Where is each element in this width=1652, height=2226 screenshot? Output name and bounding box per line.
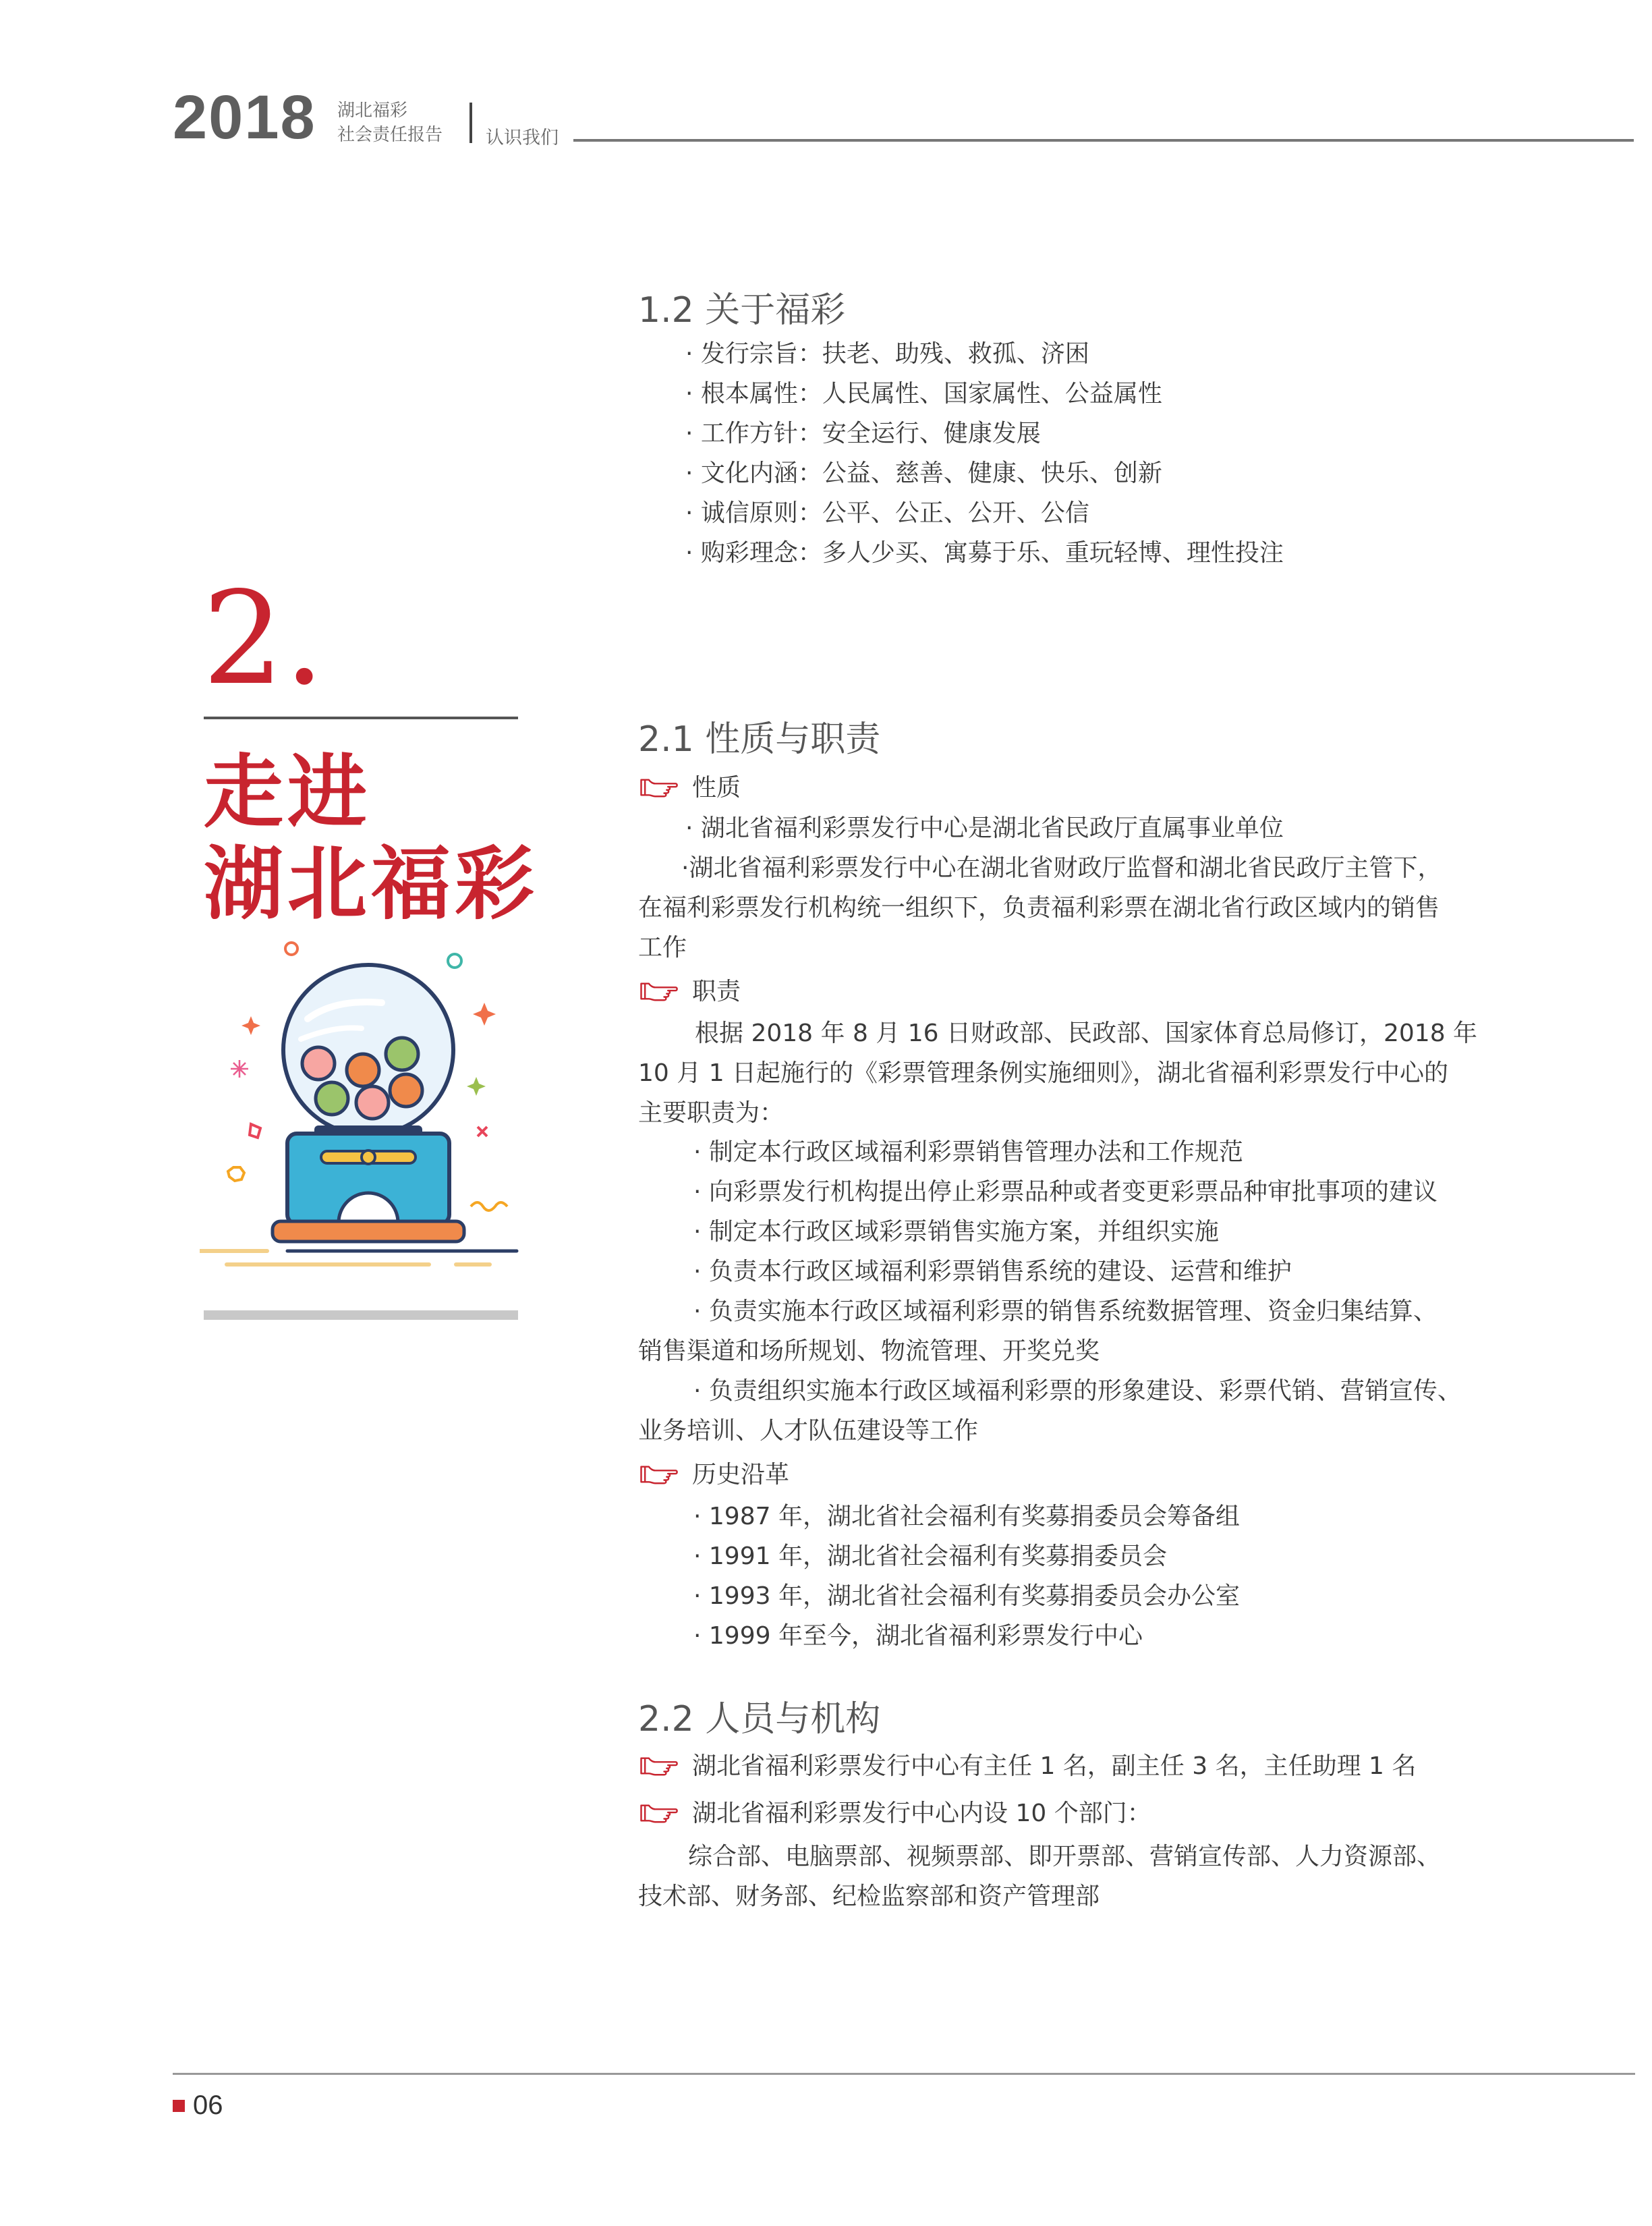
list-item: · 1987 年，湖北省社会福利有奖募捐委员会筹备组 <box>693 1503 1240 1530</box>
nature-label: 性质 <box>692 774 741 802</box>
chapter-rule <box>204 717 518 719</box>
section-2-2-title: 2.2 人员与机构 <box>638 1699 881 1740</box>
list-item: · 1999 年至今，湖北省福利彩票发行中心 <box>693 1622 1143 1650</box>
pointing-hand-icon <box>638 980 679 1003</box>
chapter-bottom-bar <box>204 1310 518 1320</box>
header-rule <box>573 139 1634 142</box>
header-section-name: 认识我们 <box>486 128 559 148</box>
list-item: · 负责实施本行政区域福利彩票的销售系统数据管理、资金归集结算、 <box>693 1298 1437 1325</box>
paragraph-line: 在福利彩票发行机构统一组织下，负责福利彩票在湖北省行政区域内的销售 <box>638 894 1440 922</box>
list-item: · 制定本行政区域福利彩票销售管理办法和工作规范 <box>693 1138 1243 1166</box>
paragraph-line: 工作 <box>638 934 687 962</box>
list-item: · 向彩票发行机构提出停止彩票品种或者变更彩票品种审批事项的建议 <box>693 1178 1437 1206</box>
list-item: · 发行宗旨：扶老、助残、救孤、济困 <box>685 340 1089 368</box>
list-item: · 1991 年，湖北省社会福利有奖募捐委员会 <box>693 1542 1167 1570</box>
paragraph-line: 10 月 1 日起施行的《彩票管理条例实施细则》，湖北省福利彩票发行中心的 <box>638 1059 1449 1087</box>
list-item: · 工作方针：安全运行、健康发展 <box>685 420 1041 447</box>
section-1-2-title: 1.2 关于福彩 <box>638 290 846 331</box>
paragraph-line: 技术部、财务部、纪检监察部和资产管理部 <box>638 1883 1100 1910</box>
departments-point: 湖北省福利彩票发行中心内设 10 个部门： <box>692 1800 1151 1827</box>
list-item: · 文化内涵：公益、慈善、健康、快乐、创新 <box>685 460 1162 487</box>
duty-label: 职责 <box>692 978 741 1005</box>
report-subtitle-line2: 社会责任报告 <box>337 125 443 145</box>
footer-rule <box>173 2073 1635 2075</box>
chapter-title <box>204 746 538 930</box>
list-item: · 制定本行政区域彩票销售实施方案，并组织实施 <box>693 1218 1219 1246</box>
pointing-hand-icon <box>638 1802 679 1825</box>
list-item-continuation: 业务培训、人才队伍建设等工作 <box>638 1417 979 1445</box>
paragraph-line: · 湖北省福利彩票发行中心是湖北省民政厅直属事业单位 <box>685 814 1284 842</box>
list-item: · 负责本行政区域福利彩票销售系统的建设、运营和维护 <box>693 1258 1292 1285</box>
list-item: · 根本属性：人民属性、国家属性、公益属性 <box>685 380 1162 408</box>
list-item: · 诚信原则：公平、公正、公开、公信 <box>685 499 1089 527</box>
pointing-hand-icon <box>638 1754 679 1777</box>
chapter-number: 2. <box>202 564 325 713</box>
list-item: · 购彩理念：多人少买、寓募于乐、重玩轻博、理性投注 <box>685 539 1284 567</box>
paragraph-line: 根据 2018 年 8 月 16 日财政部、民政部、国家体育总局修订，2018 年 <box>695 1020 1478 1047</box>
paragraph-line: ·湖北省福利彩票发行中心在湖北省财政厅监督和湖北省民政厅主管下， <box>681 854 1442 882</box>
paragraph-line: 综合部、电脑票部、视频票部、即开票部、营销宣传部、人力资源部、 <box>688 1843 1442 1870</box>
footer-marker <box>173 2100 185 2112</box>
section-2-1-title: 2.1 性质与职责 <box>638 719 881 760</box>
list-item: · 1993 年，湖北省社会福利有奖募捐委员会办公室 <box>693 1582 1240 1610</box>
lottery-machine-illustration <box>200 931 537 1275</box>
history-label: 历史沿革 <box>692 1461 790 1488</box>
report-subtitle <box>337 99 443 147</box>
chapter-title-line1: 走进 <box>204 745 372 839</box>
paragraph-line: 主要职责为： <box>638 1099 785 1127</box>
pointing-hand-icon <box>638 1463 679 1486</box>
page-number: 06 <box>193 2090 223 2120</box>
list-item: · 负责组织实施本行政区域福利彩票的形象建设、彩票代销、营销宣传、 <box>693 1377 1462 1405</box>
pointing-hand-icon <box>638 776 679 799</box>
report-subtitle-line1: 湖北福彩 <box>337 101 408 121</box>
chapter-title-line2: 湖北福彩 <box>204 837 539 930</box>
staff-point: 湖北省福利彩票发行中心有主任 1 名，副主任 3 名，主任助理 1 名 <box>692 1752 1417 1780</box>
header-divider <box>469 103 472 143</box>
list-item-continuation: 销售渠道和场所规划、物流管理、开奖兑奖 <box>638 1337 1100 1365</box>
report-year: 2018 <box>173 83 316 152</box>
